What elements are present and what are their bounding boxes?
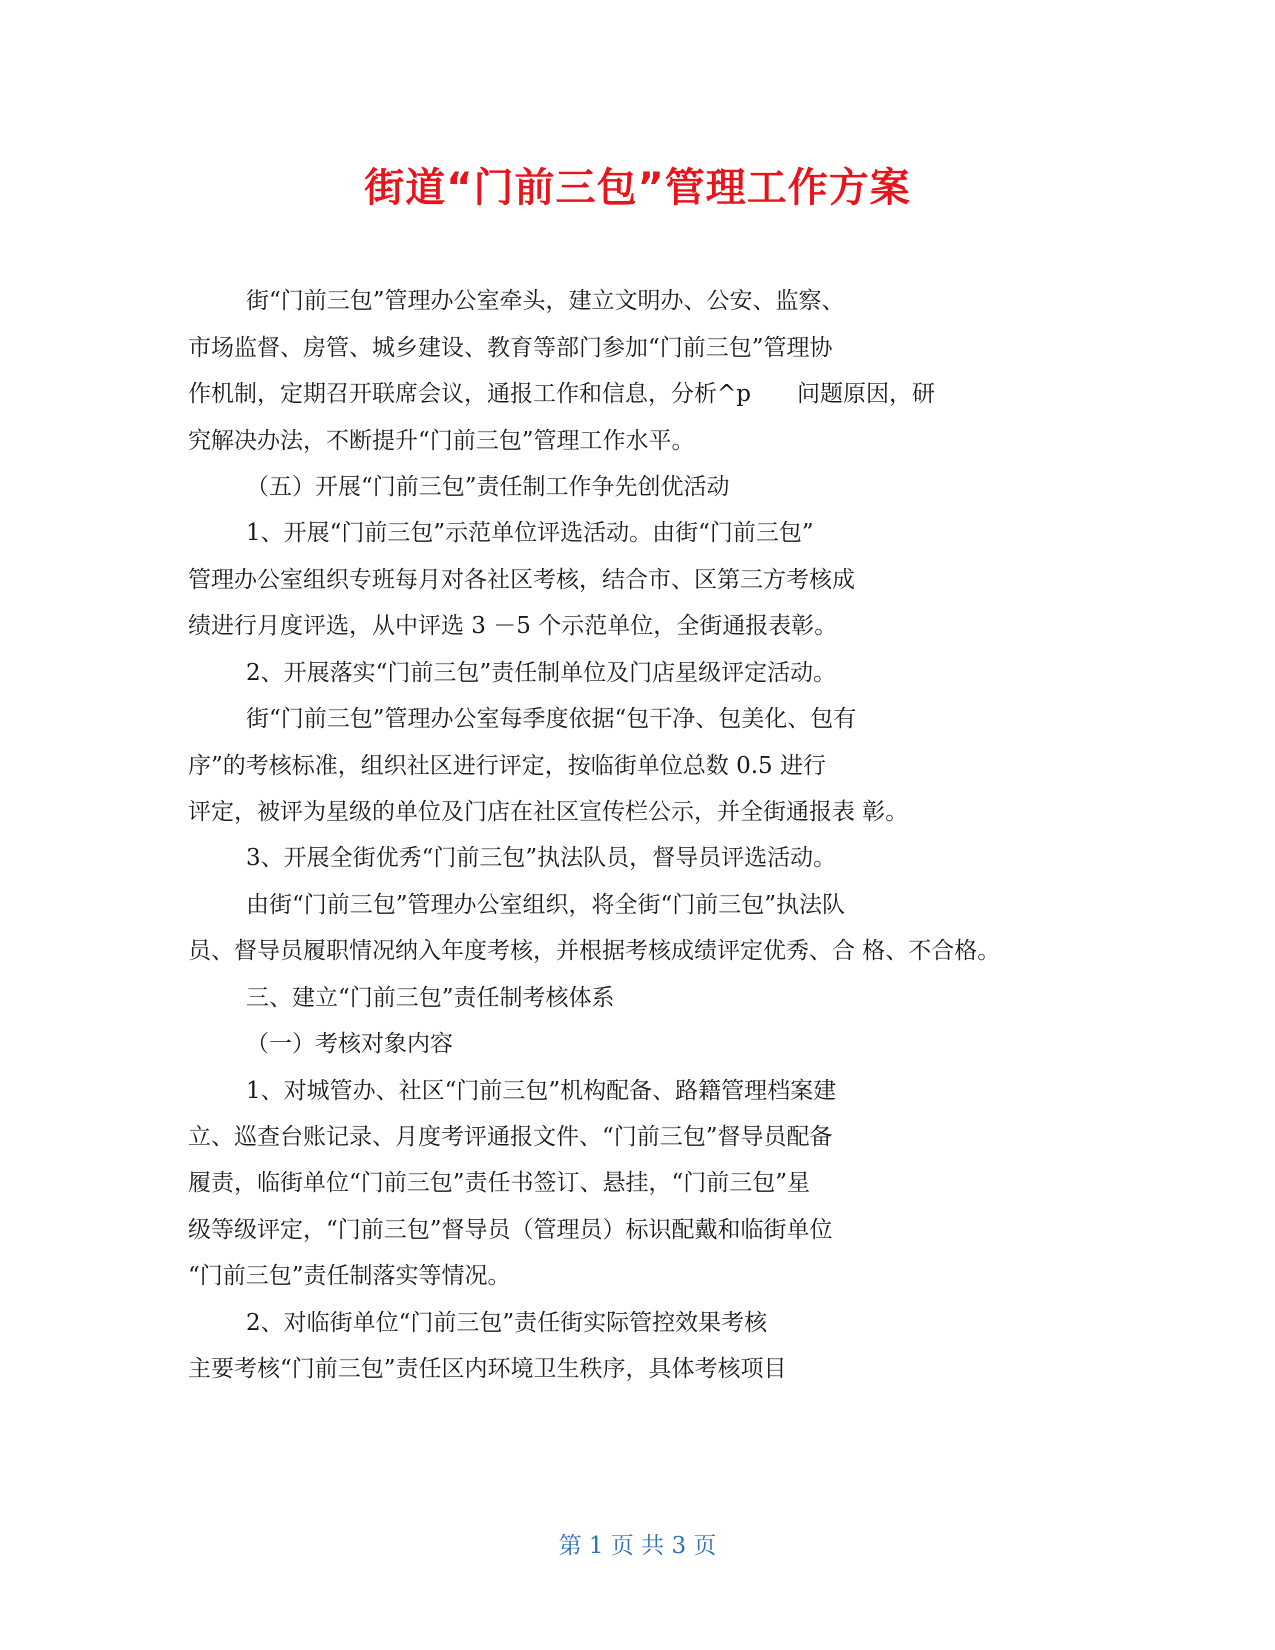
paragraph-line: 评定，被评为星级的单位及门店在社区宣传栏公示，并全街通报表 彰。 xyxy=(188,799,909,825)
paragraph-line: 序”的考核标准，组织社区进行评定，按临街单位总数 0.5 进行 xyxy=(188,753,826,779)
paragraph-line: 街“门前三包”管理办公室牵头，建立文明办、公安、监察、 xyxy=(246,288,845,314)
paragraph-line: 由街“门前三包”管理办公室组织，将全街“门前三包”执法队 xyxy=(246,892,846,918)
paragraph-line: 街“门前三包”管理办公室每季度依据“包干净、包美化、包有 xyxy=(246,706,857,732)
section-heading: （五）开展“门前三包”责任制工作争先创优活动 xyxy=(246,474,730,500)
paragraph-line: 级等级评定，“门前三包”督导员（管理员）标识配戴和临街单位 xyxy=(188,1217,833,1243)
section-heading: （一）考核对象内容 xyxy=(246,1031,453,1057)
paragraph-line: 主要考核“门前三包”责任区内环境卫生秩序，具体考核项目 xyxy=(188,1356,787,1382)
paragraph-line: 市场监督、房管、城乡建设、教育等部门参加“门前三包”管理协 xyxy=(188,335,833,361)
paragraph-line: 3、开展全街优秀“门前三包”执法队员，督导员评选活动。 xyxy=(246,845,837,871)
paragraph-line: “门前三包”责任制落实等情况。 xyxy=(188,1263,511,1289)
paragraph-line: 管理办公室组织专班每月对各社区考核，结合市、区第三方考核成 xyxy=(188,567,855,593)
paragraph-line: 员、督导员履职情况纳入年度考核，并根据考核成绩评定优秀、合 格、不合格。 xyxy=(188,938,1001,964)
paragraph-line: 绩进行月度评选，从中评选 3 －5 个示范单位，全街通报表彰。 xyxy=(188,613,838,639)
section-heading: 三、建立“门前三包”责任制考核体系 xyxy=(246,985,615,1011)
paragraph-line: 1、开展“门前三包”示范单位评选活动。由街“门前三包” xyxy=(246,520,814,546)
paragraph-line: 究解决办法，不断提升“门前三包”管理工作水平。 xyxy=(188,428,695,454)
page-number-footer: 第 1 页 共 3 页 xyxy=(558,1533,717,1559)
paragraph-line: 2、对临街单位“门前三包”责任街实际管控效果考核 xyxy=(246,1310,768,1336)
paragraph-line: 1、对城管办、社区“门前三包”机构配备、路籍管理档案建 xyxy=(246,1078,837,1104)
paragraph-line: 作机制，定期召开联席会议，通报工作和信息，分析^p 问题原因，研 xyxy=(188,381,935,407)
paragraph-line: 立、巡查台账记录、月度考评通报文件、“门前三包”督导员配备 xyxy=(188,1124,833,1150)
paragraph-line: 履责，临街单位“门前三包”责任书签订、悬挂，“门前三包”星 xyxy=(188,1170,811,1196)
paragraph-line: 2、开展落实“门前三包”责任制单位及门店星级评定活动。 xyxy=(246,660,837,686)
document-title: 街道“门前三包”管理工作方案 xyxy=(364,165,911,211)
